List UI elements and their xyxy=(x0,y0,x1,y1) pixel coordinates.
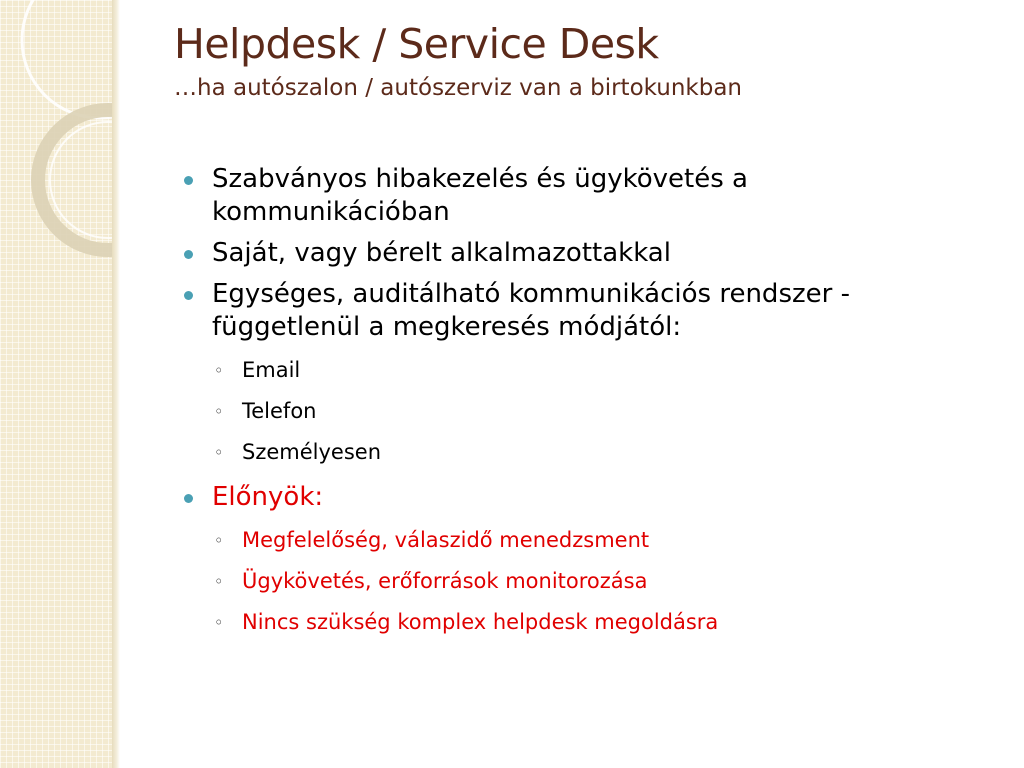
bullet-list xyxy=(182,163,972,643)
bullet-dot-icon xyxy=(184,250,193,259)
sub-bullet-text: Nincs szükség komplex helpdesk megoldásra xyxy=(242,610,719,634)
hollow-circle-icon: ◦ xyxy=(214,613,224,632)
sub-bullet-list xyxy=(212,520,972,643)
bullet-item xyxy=(182,278,972,473)
sub-bullet-text: Email xyxy=(242,358,301,382)
bullet-item xyxy=(182,237,972,270)
slide-content xyxy=(182,163,972,651)
sub-bullet-text: Ügykövetés, erőforrások monitorozása xyxy=(242,569,648,593)
sub-bullet-list xyxy=(212,350,972,473)
hollow-circle-icon: ◦ xyxy=(214,443,224,462)
bullet-dot-icon xyxy=(184,494,193,503)
slide-title: Helpdesk / Service Desk xyxy=(174,20,659,68)
sub-bullet-text: Megfelelőség, válaszidő menedzsment xyxy=(242,528,650,552)
sub-bullet-item xyxy=(212,561,972,602)
hollow-circle-icon: ◦ xyxy=(214,361,224,380)
bullet-dot-icon xyxy=(184,291,193,300)
hollow-circle-icon: ◦ xyxy=(214,531,224,550)
title-block xyxy=(174,16,742,104)
bullet-text: Előnyök: xyxy=(212,482,324,512)
bullet-text: Szabványos hibakezelés és ügykövetés a kommunikációban xyxy=(212,164,748,227)
bullet-text: Saját, vagy bérelt alkalmazottakkal xyxy=(212,238,671,268)
sub-bullet-item xyxy=(212,350,972,391)
sub-bullet-text: Telefon xyxy=(242,399,317,423)
bullet-text: Egységes, auditálható kommunikációs rendszer - függetlenül a megkeresés módjától: xyxy=(212,279,850,342)
bullet-dot-icon xyxy=(184,176,193,185)
hollow-circle-icon: ◦ xyxy=(214,572,224,591)
side-panel-edge xyxy=(112,0,120,768)
sub-bullet-item xyxy=(212,432,972,473)
decorative-side-panel xyxy=(0,0,112,768)
sub-bullet-text: Személyesen xyxy=(242,440,382,464)
decorative-rings xyxy=(0,0,112,768)
sub-bullet-item xyxy=(212,391,972,432)
sub-bullet-item xyxy=(212,520,972,561)
slide-subtitle: …ha autószalon / autószerviz van a birtokunkban xyxy=(174,75,743,101)
sub-bullet-item xyxy=(212,602,972,643)
bullet-item xyxy=(182,163,972,229)
bullet-item xyxy=(182,481,972,643)
hollow-circle-icon: ◦ xyxy=(214,402,224,421)
